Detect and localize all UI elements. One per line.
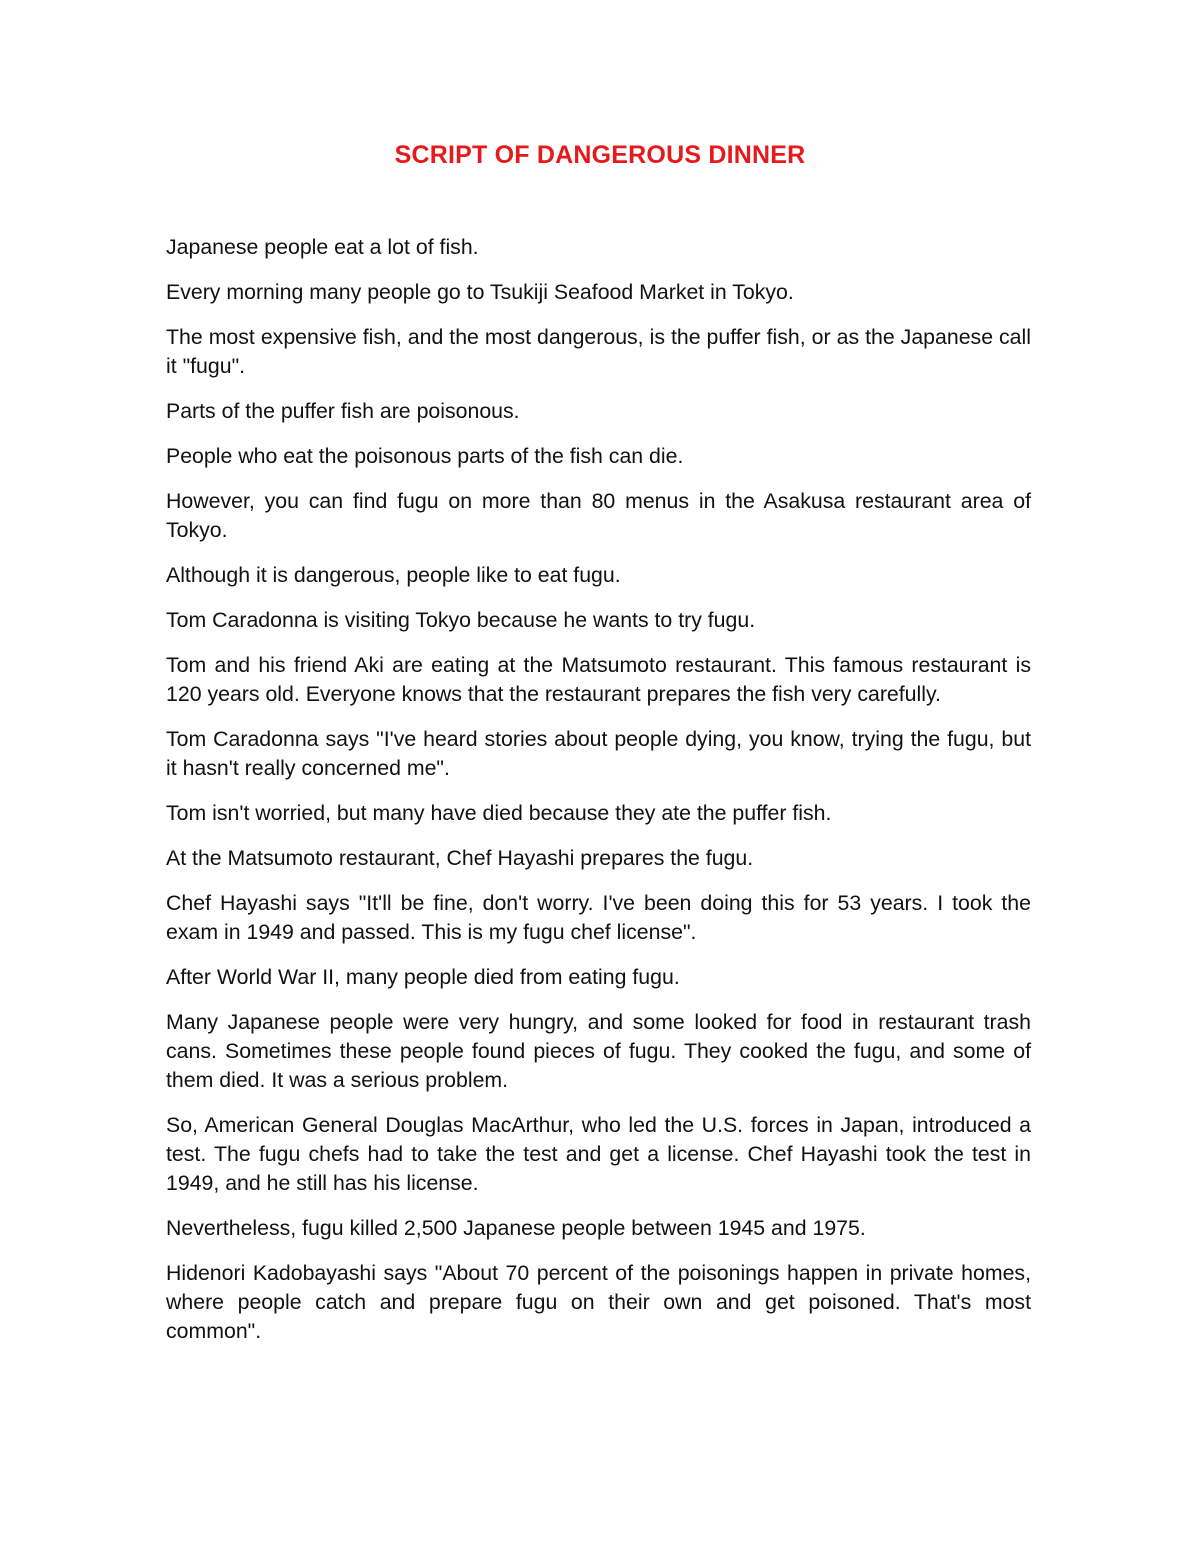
- document-title: SCRIPT OF DANGEROUS DINNER: [394, 141, 806, 169]
- paragraph: However, you can find fugu on more than 80 menus in the Asakusa restaurant area of Tokyo.: [166, 489, 1031, 542]
- paragraph: Chef Hayashi says "It'll be fine, don't worry. I've been doing this for 53 years. I took the exam in 1949 and passed. This is my fugu chef license".: [166, 891, 1031, 944]
- paragraph: Parts of the puffer fish are poisonous.: [166, 399, 520, 423]
- paragraph: Tom Caradonna says "I've heard stories about people dying, you know, trying the fugu, but it hasn't really concerned me".: [166, 727, 1031, 780]
- paragraph: Tom Caradonna is visiting Tokyo because he wants to try fugu.: [166, 608, 756, 632]
- paragraph: After World War II, many people died from eating fugu.: [166, 965, 680, 989]
- paragraph: Tom isn't worried, but many have died because they ate the puffer fish.: [166, 801, 832, 825]
- paragraph: The most expensive fish, and the most dangerous, is the puffer fish, or as the Japanese call it "fugu".: [166, 325, 1031, 378]
- paragraph: So, American General Douglas MacArthur, who led the U.S. forces in Japan, introduced a test. The fugu chefs had to take the test and get a license. Chef Hayashi took the test in 1949, and he still has his license.: [166, 1113, 1031, 1195]
- paragraph: Although it is dangerous, people like to eat fugu.: [166, 563, 621, 587]
- paragraph: Tom and his friend Aki are eating at the Matsumoto restaurant. This famous restaurant is 120 years old. Everyone knows that the restaurant prepares the fish very carefully.: [166, 653, 1031, 706]
- paragraph: Every morning many people go to Tsukiji Seafood Market in Tokyo.: [166, 280, 794, 304]
- paragraph: Japanese people eat a lot of fish.: [166, 235, 479, 259]
- paragraph: Nevertheless, fugu killed 2,500 Japanese people between 1945 and 1975.: [166, 1216, 866, 1240]
- paragraph: At the Matsumoto restaurant, Chef Hayashi prepares the fugu.: [166, 846, 754, 870]
- paragraph: Many Japanese people were very hungry, and some looked for food in restaurant trash cans. Sometimes these people found pieces of fugu. They cooked the fugu, and some of them died. It was a serious problem.: [166, 1010, 1031, 1092]
- document-body: [166, 233, 1031, 1362]
- paragraph: Hidenori Kadobayashi says "About 70 percent of the poisonings happen in private homes, where people catch and prepare fugu on their own and get poisoned. That's most common".: [166, 1261, 1031, 1343]
- paragraph: People who eat the poisonous parts of the fish can die.: [166, 444, 684, 468]
